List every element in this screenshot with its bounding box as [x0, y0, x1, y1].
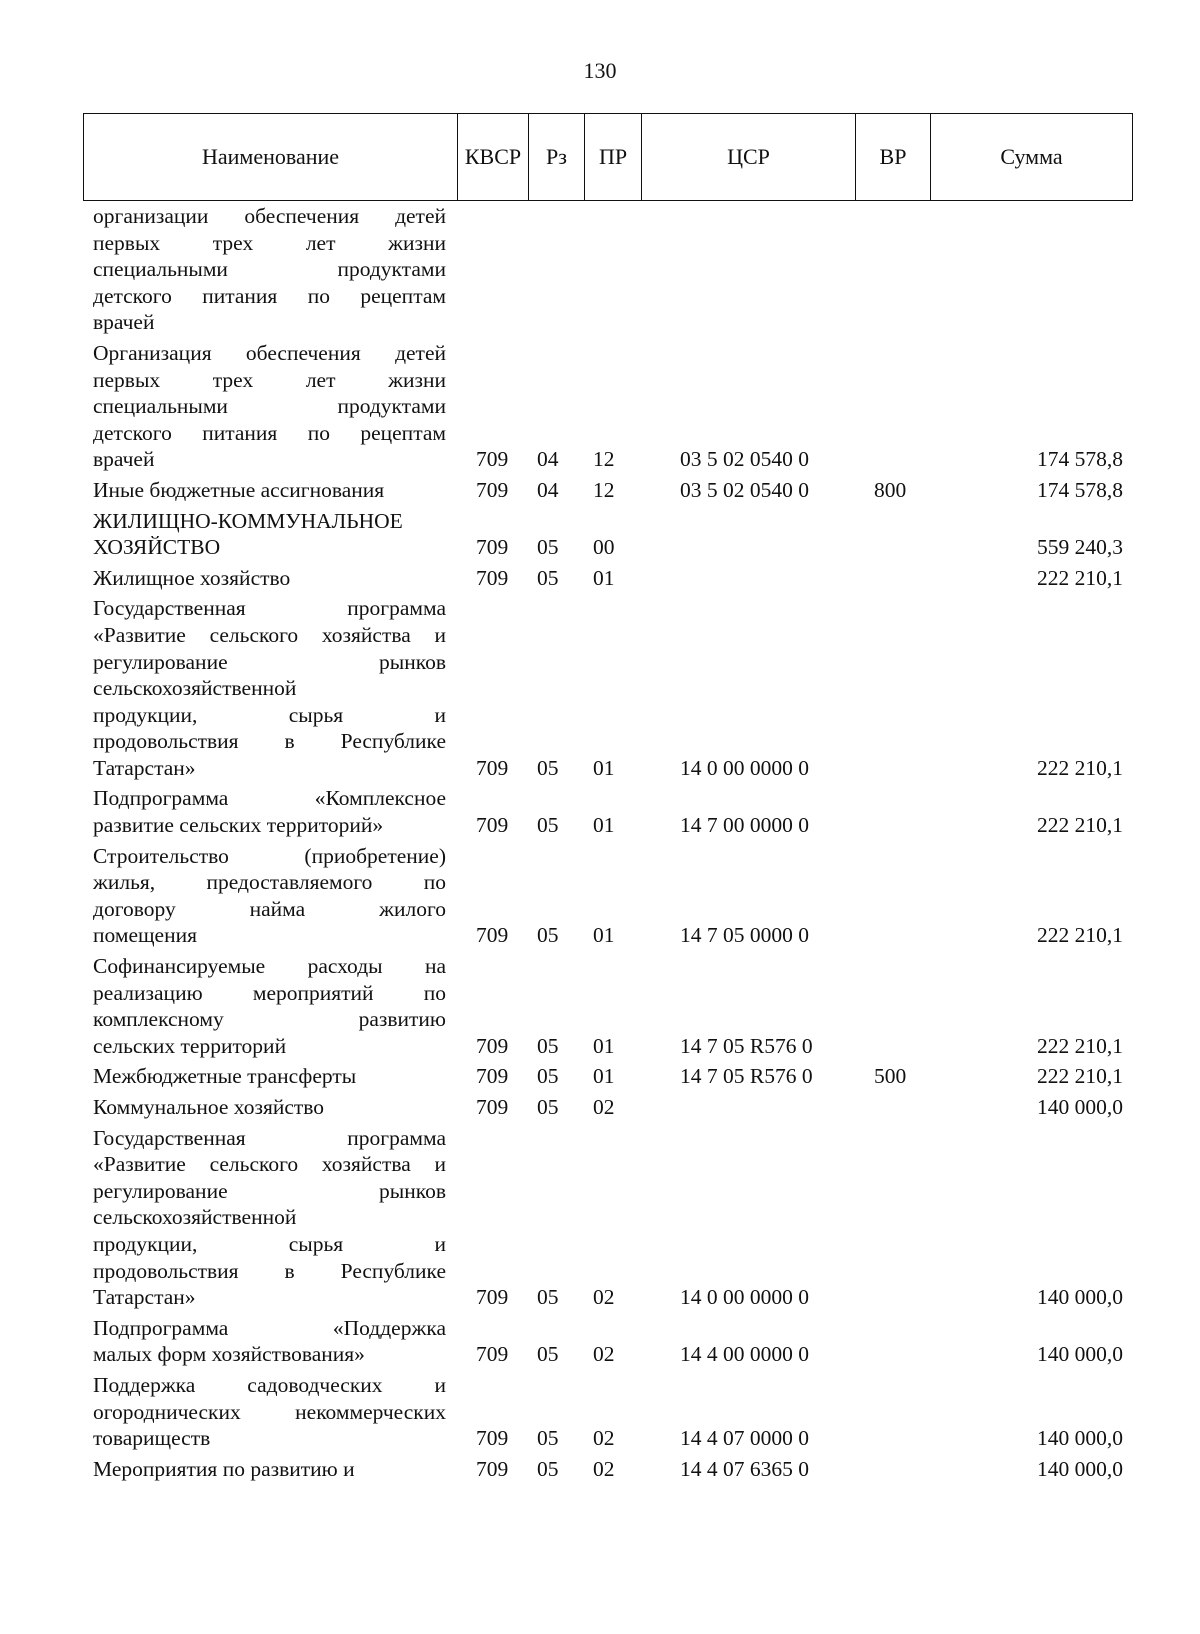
- row-name-line: «Развитие сельского хозяйства и: [93, 1152, 446, 1177]
- table-row: [83, 1063, 1133, 1090]
- row-sum: 559 240,3: [1037, 535, 1123, 560]
- row-csr: 03 5 02 0540 0: [680, 447, 809, 472]
- row-pr: 02: [593, 1456, 615, 1481]
- row-rz: 05: [537, 1456, 559, 1481]
- row-name-line: «Развитие сельского хозяйства и: [93, 622, 446, 647]
- row-sum: 222 210,1: [1037, 1033, 1123, 1058]
- row-name-line: Строительство (приобретение): [93, 843, 446, 868]
- row-kvsr: 709: [476, 755, 509, 780]
- row-vr: 500: [874, 1064, 907, 1089]
- row-sum: 140 000,0: [1037, 1285, 1123, 1310]
- table-row: [83, 1125, 1133, 1311]
- row-pr: 02: [593, 1095, 615, 1119]
- row-name-line: ХОЗЯЙСТВО: [93, 535, 221, 560]
- row-name-line: Поддержка садоводческих и: [93, 1372, 446, 1397]
- row-name-line: Жилищное хозяйство: [93, 565, 291, 590]
- row-name-line: Коммунальное хозяйство: [93, 1095, 325, 1119]
- row-name: [83, 595, 456, 781]
- row-kvsr: 709: [476, 1342, 509, 1367]
- row-name-line: организации обеспечения детей: [93, 204, 446, 228]
- row-rz: 05: [537, 535, 559, 560]
- row-csr: 14 7 00 0000 0: [680, 813, 809, 838]
- row-sum: 222 210,1: [1037, 813, 1123, 838]
- row-csr: 03 5 02 0540 0: [680, 477, 809, 502]
- row-pr: 01: [593, 1033, 615, 1058]
- row-name-line: продовольствия в Республике: [93, 729, 446, 754]
- table-header: [83, 113, 1133, 201]
- table-row: [83, 595, 1133, 781]
- row-rz: 05: [537, 1426, 559, 1451]
- row-name: [83, 1372, 456, 1452]
- row-csr: 14 4 07 0000 0: [680, 1426, 809, 1451]
- row-name-line: помещения: [93, 923, 197, 948]
- row-pr: 12: [593, 477, 615, 502]
- row-name-line: продовольствия в Республике: [93, 1258, 446, 1283]
- table-row: [83, 1315, 1133, 1368]
- row-sum: 174 578,8: [1037, 477, 1123, 502]
- row-name-line: детского питания по рецептам: [93, 283, 446, 308]
- row-name-line: ЖИЛИЩНО-КОММУНАЛЬНОЕ: [93, 508, 403, 533]
- row-rz: 04: [537, 447, 559, 472]
- row-name: [83, 565, 456, 592]
- row-sum: 140 000,0: [1037, 1342, 1123, 1367]
- row-kvsr: 709: [476, 477, 509, 502]
- row-csr: 14 7 05 R576 0: [680, 1064, 813, 1089]
- row-sum: 222 210,1: [1037, 755, 1123, 780]
- row-kvsr: 709: [476, 1095, 509, 1119]
- table-row: [83, 340, 1133, 473]
- row-name-line: жилья, предоставляемого по: [93, 870, 446, 895]
- row-rz: 05: [537, 1095, 559, 1119]
- table-row: [83, 785, 1133, 838]
- row-name: [83, 1063, 456, 1090]
- table-row: [83, 953, 1133, 1059]
- row-name-line: малых форм хозяйствования»: [93, 1342, 365, 1367]
- row-name-line: первых трех лет жизни: [93, 230, 446, 255]
- row-pr: 01: [593, 755, 615, 780]
- row-pr: 00: [593, 535, 615, 560]
- row-name-line: регулирование рынков: [93, 649, 446, 674]
- row-name-line: сельскохозяйственной: [93, 676, 297, 701]
- row-sum: 174 578,8: [1037, 447, 1123, 472]
- table-row: [83, 1456, 1133, 1483]
- row-kvsr: 709: [476, 923, 509, 948]
- row-name: [83, 477, 456, 504]
- row-rz: 05: [537, 565, 559, 590]
- row-name-line: Подпрограмма «Комплексное: [93, 786, 446, 811]
- row-name: [83, 1094, 456, 1121]
- header-csr: ЦСР: [641, 114, 855, 200]
- row-name: [83, 340, 456, 473]
- row-sum: 140 000,0: [1037, 1426, 1123, 1451]
- row-kvsr: 709: [476, 1426, 509, 1451]
- row-pr: 01: [593, 923, 615, 948]
- header-vr: ВР: [855, 114, 930, 200]
- row-name-line: Государственная программа: [93, 596, 446, 621]
- row-name: [83, 1456, 456, 1483]
- table-row: [83, 1094, 1133, 1121]
- row-name-line: товариществ: [93, 1426, 211, 1451]
- row-sum: 140 000,0: [1037, 1456, 1123, 1481]
- row-kvsr: 709: [476, 1456, 509, 1481]
- header-name: Наименование: [201, 144, 340, 169]
- row-name: [83, 953, 456, 1059]
- row-name-line: сельских территорий: [93, 1033, 287, 1058]
- table-row: [83, 565, 1133, 592]
- row-name-line: реализацию мероприятий по: [93, 980, 446, 1005]
- row-vr: 800: [874, 477, 907, 502]
- row-kvsr: 709: [476, 447, 509, 472]
- header-rz: Рз: [528, 114, 584, 200]
- table-row: [83, 1372, 1133, 1452]
- row-name-line: развитие сельских территорий»: [93, 813, 384, 838]
- header-pr: ПР: [584, 114, 641, 200]
- row-sum: 222 210,1: [1037, 1064, 1123, 1089]
- row-name-line: Государственная программа: [93, 1125, 446, 1150]
- row-name-line: сельскохозяйственной: [93, 1205, 297, 1230]
- row-name-line: Подпрограмма «Поддержка: [93, 1315, 446, 1340]
- row-kvsr: 709: [476, 535, 509, 560]
- row-csr: 14 7 05 R576 0: [680, 1033, 813, 1058]
- table-body: [83, 203, 1133, 1486]
- row-rz: 05: [537, 923, 559, 948]
- row-rz: 05: [537, 813, 559, 838]
- row-kvsr: 709: [476, 1033, 509, 1058]
- row-name-line: регулирование рынков: [93, 1178, 446, 1203]
- row-name-line: Мероприятия по развитию и: [93, 1456, 355, 1481]
- row-pr: 01: [593, 565, 615, 590]
- row-rz: 05: [537, 755, 559, 780]
- row-name-line: Татарстан»: [93, 755, 196, 780]
- row-name-line: детского питания по рецептам: [93, 420, 446, 445]
- row-name-line: договору найма жилого: [93, 896, 446, 921]
- row-pr: 01: [593, 1064, 615, 1089]
- row-name-line: огороднических некоммерческих: [93, 1399, 446, 1424]
- table-row: [83, 508, 1133, 561]
- row-name-line: продукции, сырья и: [93, 1231, 446, 1256]
- row-name-line: врачей: [93, 447, 155, 472]
- row-pr: 02: [593, 1426, 615, 1451]
- row-kvsr: 709: [476, 1064, 509, 1089]
- row-csr: 14 4 07 6365 0: [680, 1456, 809, 1481]
- row-rz: 05: [537, 1033, 559, 1058]
- row-kvsr: 709: [476, 565, 509, 590]
- row-name: [83, 203, 456, 336]
- row-name-line: продукции, сырья и: [93, 702, 446, 727]
- row-sum: 140 000,0: [1037, 1095, 1123, 1119]
- row-sum: 222 210,1: [1037, 565, 1123, 590]
- row-csr: 14 4 00 0000 0: [680, 1342, 809, 1367]
- row-csr: 14 0 00 0000 0: [680, 755, 809, 780]
- row-name-line: врачей: [93, 310, 155, 335]
- row-name-line: Татарстан»: [93, 1285, 196, 1310]
- row-name-line: специальными продуктами: [93, 257, 446, 282]
- row-csr: 14 7 05 0000 0: [680, 923, 809, 948]
- row-name: [83, 1315, 456, 1368]
- row-name: [83, 843, 456, 949]
- row-name: [83, 508, 456, 561]
- row-name-line: Иные бюджетные ассигнования: [93, 477, 385, 502]
- row-name: [83, 1125, 456, 1311]
- row-name-line: Межбюджетные трансферты: [93, 1064, 357, 1089]
- row-pr: 02: [593, 1342, 615, 1367]
- row-name: [83, 785, 456, 838]
- row-sum: 222 210,1: [1037, 923, 1123, 948]
- row-pr: 01: [593, 813, 615, 838]
- row-name-line: комплексному развитию: [93, 1007, 446, 1032]
- page-number: 130: [583, 58, 617, 83]
- row-name-line: первых трех лет жизни: [93, 367, 446, 392]
- header-sum: Сумма: [930, 114, 1132, 200]
- table-row: [83, 203, 1133, 336]
- table-row: [83, 843, 1133, 949]
- row-rz: 04: [537, 477, 559, 502]
- row-rz: 05: [537, 1285, 559, 1310]
- header-kvsr: КВСР: [457, 114, 528, 200]
- row-pr: 02: [593, 1285, 615, 1310]
- row-kvsr: 709: [476, 1285, 509, 1310]
- row-csr: 14 0 00 0000 0: [680, 1285, 809, 1310]
- row-pr: 12: [593, 447, 615, 472]
- row-rz: 05: [537, 1064, 559, 1089]
- table-row: [83, 477, 1133, 504]
- row-kvsr: 709: [476, 813, 509, 838]
- budget-table: [83, 113, 1133, 1486]
- row-name-line: специальными продуктами: [93, 394, 446, 419]
- row-name-line: Софинансируемые расходы на: [93, 954, 446, 979]
- row-rz: 05: [537, 1342, 559, 1367]
- row-name-line: Организация обеспечения детей: [93, 340, 446, 365]
